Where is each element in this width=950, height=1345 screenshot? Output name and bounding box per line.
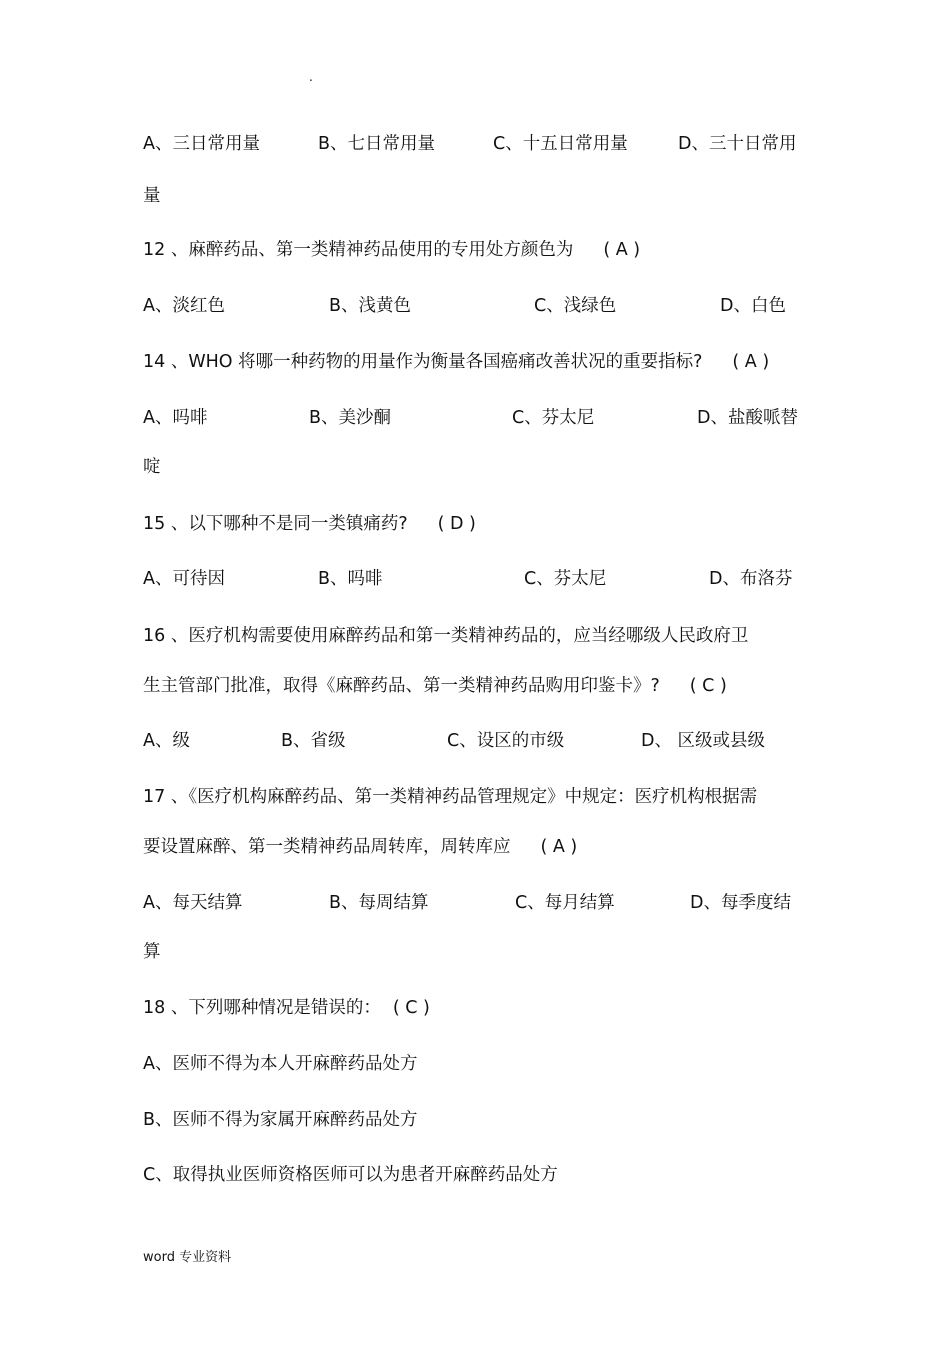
q11-option-b: B、七日常用量 <box>318 134 436 154</box>
q15-option-c: C、芬太尼 <box>524 569 607 589</box>
q14-option-d: D、盐酸哌替 <box>697 408 798 428</box>
q12-option-b: B、浅黄色 <box>329 296 412 316</box>
question-18-text: 18 、下列哪种情况是错误的： <box>143 998 381 1018</box>
question-17-answer: ( A ) <box>540 837 578 857</box>
question-18-answer: ( C ) <box>392 998 430 1018</box>
q17-option-d: D、每季度结 <box>690 893 791 913</box>
q11-option-c: C、十五日常用量 <box>493 134 628 154</box>
q12-option-c: C、浅绿色 <box>534 296 617 316</box>
question-17-text: 要设置麻醉、第一类精神药品周转库，周转库应 <box>143 837 511 857</box>
question-15 <box>143 512 476 536</box>
q18-option-c: C、取得执业医师资格医师可以为患者开麻醉药品处方 <box>143 1165 558 1185</box>
q18-option-a: A、医师不得为本人开麻醉药品处方 <box>143 1054 418 1074</box>
question-17-line-1: 17 、《医疗机构麻醉药品、第一类精神药品管理规定》中规定：医疗机构根据需 <box>143 787 758 807</box>
q14-option-d-wrap: 啶 <box>143 457 161 477</box>
q15-option-b: B、吗啡 <box>318 569 383 589</box>
question-14 <box>143 350 769 374</box>
q14-option-c: C、芬太尼 <box>512 408 595 428</box>
q12-option-d: D、白色 <box>720 296 786 316</box>
question-18 <box>143 996 430 1020</box>
question-12-answer: ( A ) <box>603 240 641 260</box>
question-16-line-1: 16 、医疗机构需要使用麻醉药品和第一类精神药品的，应当经哪级人民政府卫 <box>143 626 749 646</box>
q16-option-d: D、 区级或县级 <box>641 731 766 751</box>
q17-option-d-wrap: 算 <box>143 942 161 962</box>
q17-option-b: B、每周结算 <box>329 893 429 913</box>
question-15-text: 15 、以下哪种不是同一类镇痛药? <box>143 514 408 534</box>
q17-option-c: C、每月结算 <box>515 893 615 913</box>
q18-option-b: B、医师不得为家属开麻醉药品处方 <box>143 1110 418 1130</box>
q11-option-d: D、三十日常用 <box>678 134 797 154</box>
q11-option-d-wrap: 量 <box>143 186 161 206</box>
q15-option-d: D、布洛芬 <box>709 569 793 589</box>
q14-option-b: B、美沙酮 <box>309 408 392 428</box>
question-16-answer: ( C ) <box>689 676 727 696</box>
header-mark: . <box>309 70 313 84</box>
question-12 <box>143 238 640 262</box>
question-17-line-2 <box>143 835 577 859</box>
q11-option-a: A、三日常用量 <box>143 134 260 154</box>
question-15-answer: ( D ) <box>437 514 476 534</box>
question-16-text: 生主管部门批准，取得《麻醉药品、第一类精神药品购用印鉴卡》? <box>143 676 660 696</box>
page-footer: word 专业资料 <box>143 1250 232 1265</box>
q15-option-a: A、可待因 <box>143 569 225 589</box>
question-12-text: 12 、麻醉药品、第一类精神药品使用的专用处方颜色为 <box>143 240 574 260</box>
q14-option-a: A、吗啡 <box>143 408 208 428</box>
q16-option-a: A、级 <box>143 731 190 751</box>
question-14-text: 14 、WHO 将哪一种药物的用量作为衡量各国癌痛改善状况的重要指标? <box>143 352 703 372</box>
q12-option-a: A、淡红色 <box>143 296 225 316</box>
q17-option-a: A、每天结算 <box>143 893 243 913</box>
question-14-answer: ( A ) <box>732 352 770 372</box>
question-16-line-2 <box>143 674 727 698</box>
q16-option-b: B、省级 <box>281 731 346 751</box>
q16-option-c: C、设区的市级 <box>447 731 565 751</box>
